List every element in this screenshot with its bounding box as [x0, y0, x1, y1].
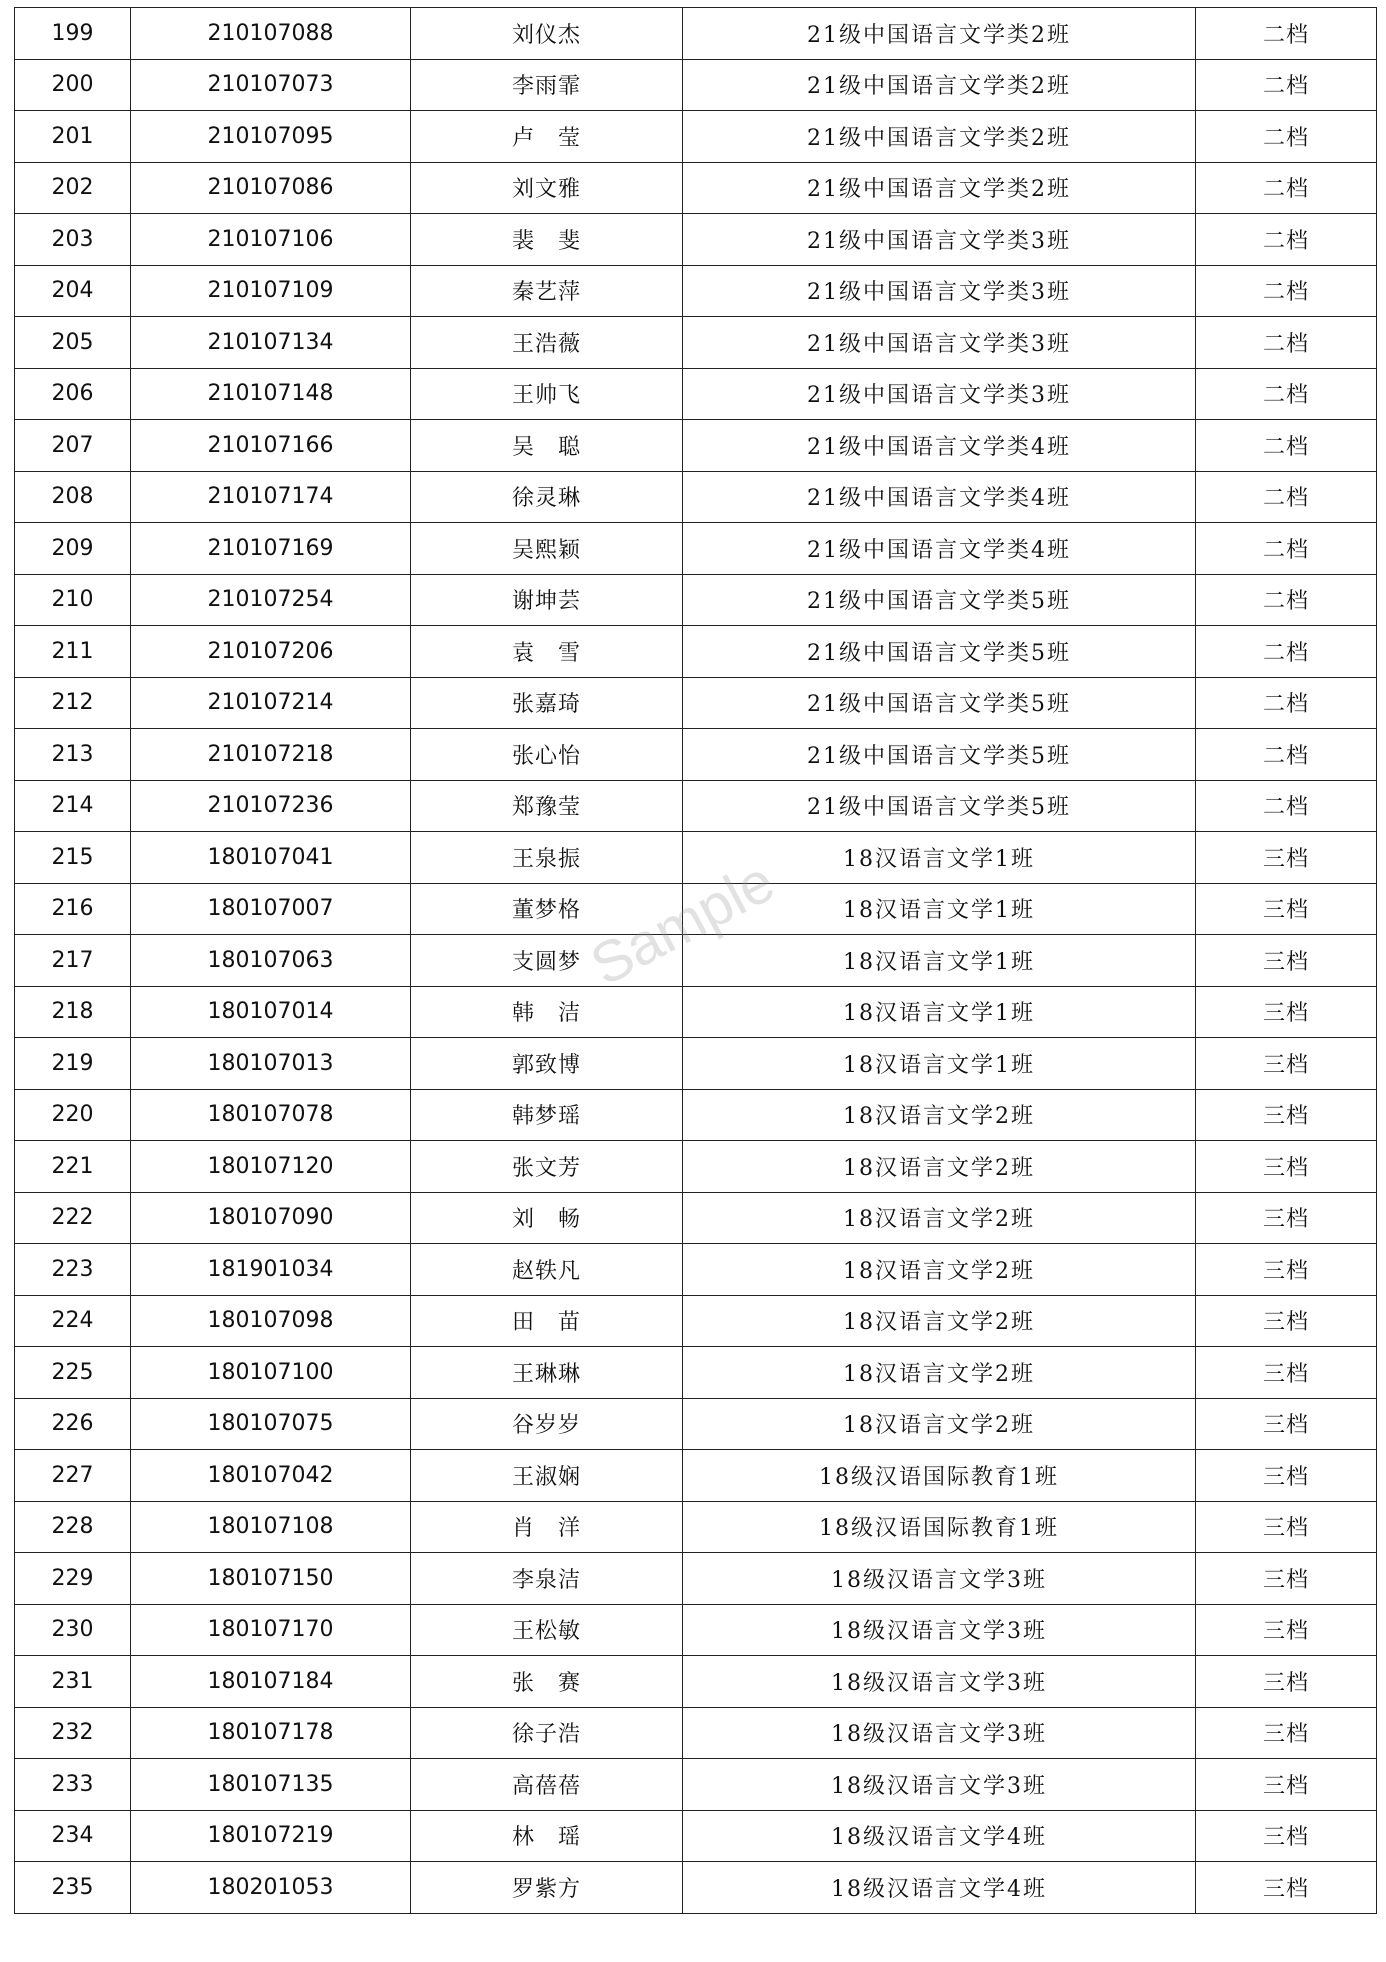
student-name-cell: 赵轶凡 — [411, 1244, 683, 1296]
tier-cell: 三档 — [1196, 1295, 1377, 1347]
tier-cell: 三档 — [1196, 1038, 1377, 1090]
row-number-cell: 226 — [15, 1398, 131, 1450]
table-row — [15, 626, 1377, 678]
row-number-cell: 205 — [15, 317, 131, 369]
tier-cell: 二档 — [1196, 574, 1377, 626]
student-id-cell: 180107090 — [131, 1192, 411, 1244]
student-name-cell: 董梦格 — [411, 883, 683, 935]
class-name-cell: 18级汉语言文学3班 — [683, 1553, 1196, 1605]
student-id-cell: 180107178 — [131, 1707, 411, 1759]
document-page — [14, 7, 1376, 1914]
student-name-cell: 张嘉琦 — [411, 677, 683, 729]
row-number-cell: 215 — [15, 832, 131, 884]
tier-cell: 三档 — [1196, 1501, 1377, 1553]
row-number-cell: 220 — [15, 1089, 131, 1141]
tier-cell: 二档 — [1196, 471, 1377, 523]
student-name-cell: 卢 莹 — [411, 111, 683, 163]
student-name-cell: 刘文雅 — [411, 162, 683, 214]
student-id-cell: 210107206 — [131, 626, 411, 678]
table-row — [15, 1192, 1377, 1244]
row-number-cell: 217 — [15, 935, 131, 987]
row-number-cell: 227 — [15, 1450, 131, 1502]
table-row — [15, 368, 1377, 420]
student-name-cell: 袁 雪 — [411, 626, 683, 678]
tier-cell: 三档 — [1196, 1553, 1377, 1605]
table-row — [15, 111, 1377, 163]
tier-cell: 二档 — [1196, 523, 1377, 575]
class-name-cell: 18汉语言文学2班 — [683, 1295, 1196, 1347]
class-name-cell: 18级汉语言文学4班 — [683, 1810, 1196, 1862]
row-number-cell: 211 — [15, 626, 131, 678]
row-number-cell: 229 — [15, 1553, 131, 1605]
tier-cell: 二档 — [1196, 265, 1377, 317]
class-name-cell: 21级中国语言文学类2班 — [683, 111, 1196, 163]
tier-cell: 二档 — [1196, 780, 1377, 832]
class-name-cell: 18级汉语言文学3班 — [683, 1707, 1196, 1759]
table-row — [15, 1810, 1377, 1862]
tier-cell: 三档 — [1196, 1347, 1377, 1399]
table-row — [15, 883, 1377, 935]
student-id-cell: 210107073 — [131, 59, 411, 111]
student-id-cell: 210107169 — [131, 523, 411, 575]
student-id-cell: 180107170 — [131, 1604, 411, 1656]
row-number-cell: 214 — [15, 780, 131, 832]
class-name-cell: 18级汉语国际教育1班 — [683, 1501, 1196, 1553]
tier-cell: 三档 — [1196, 1141, 1377, 1193]
class-name-cell: 18级汉语言文学4班 — [683, 1862, 1196, 1914]
student-name-cell: 罗紫方 — [411, 1862, 683, 1914]
table-row — [15, 1141, 1377, 1193]
student-name-cell: 王泉振 — [411, 832, 683, 884]
tier-cell: 二档 — [1196, 420, 1377, 472]
class-name-cell: 18汉语言文学2班 — [683, 1141, 1196, 1193]
class-name-cell: 18汉语言文学1班 — [683, 832, 1196, 884]
row-number-cell: 224 — [15, 1295, 131, 1347]
row-number-cell: 203 — [15, 214, 131, 266]
row-number-cell: 232 — [15, 1707, 131, 1759]
student-name-cell: 肖 洋 — [411, 1501, 683, 1553]
row-number-cell: 212 — [15, 677, 131, 729]
tier-cell: 二档 — [1196, 626, 1377, 678]
table-row — [15, 1862, 1377, 1914]
student-id-cell: 180107219 — [131, 1810, 411, 1862]
student-id-cell: 180107075 — [131, 1398, 411, 1450]
row-number-cell: 206 — [15, 368, 131, 420]
class-name-cell: 21级中国语言文学类3班 — [683, 214, 1196, 266]
table-row — [15, 780, 1377, 832]
class-name-cell: 18汉语言文学1班 — [683, 986, 1196, 1038]
table-row — [15, 471, 1377, 523]
row-number-cell: 216 — [15, 883, 131, 935]
student-id-cell: 210107088 — [131, 8, 411, 60]
student-name-cell: 谷岁岁 — [411, 1398, 683, 1450]
row-number-cell: 208 — [15, 471, 131, 523]
student-id-cell: 180107108 — [131, 1501, 411, 1553]
table-row — [15, 265, 1377, 317]
student-name-cell: 徐灵琳 — [411, 471, 683, 523]
table-row — [15, 214, 1377, 266]
row-number-cell: 204 — [15, 265, 131, 317]
class-name-cell: 18级汉语言文学3班 — [683, 1759, 1196, 1811]
student-roster-table — [14, 7, 1377, 1914]
sample-watermark: Sample — [580, 848, 785, 999]
class-name-cell: 18级汉语言文学3班 — [683, 1604, 1196, 1656]
tier-cell: 三档 — [1196, 1089, 1377, 1141]
roster-body — [15, 8, 1377, 1914]
row-number-cell: 235 — [15, 1862, 131, 1914]
student-name-cell: 王琳琳 — [411, 1347, 683, 1399]
table-row — [15, 420, 1377, 472]
table-row — [15, 1604, 1377, 1656]
table-row — [15, 986, 1377, 1038]
class-name-cell: 18汉语言文学2班 — [683, 1244, 1196, 1296]
tier-cell: 三档 — [1196, 1656, 1377, 1708]
student-id-cell: 180107150 — [131, 1553, 411, 1605]
student-id-cell: 180107014 — [131, 986, 411, 1038]
student-id-cell: 180107042 — [131, 1450, 411, 1502]
table-row — [15, 1656, 1377, 1708]
table-row — [15, 1089, 1377, 1141]
tier-cell: 三档 — [1196, 1810, 1377, 1862]
table-row — [15, 8, 1377, 60]
class-name-cell: 21级中国语言文学类3班 — [683, 317, 1196, 369]
student-name-cell: 吴 聪 — [411, 420, 683, 472]
student-name-cell: 谢坤芸 — [411, 574, 683, 626]
row-number-cell: 230 — [15, 1604, 131, 1656]
student-name-cell: 王松敏 — [411, 1604, 683, 1656]
table-row — [15, 1450, 1377, 1502]
tier-cell: 三档 — [1196, 1450, 1377, 1502]
student-name-cell: 李雨霏 — [411, 59, 683, 111]
tier-cell: 三档 — [1196, 935, 1377, 987]
student-name-cell: 裴 斐 — [411, 214, 683, 266]
row-number-cell: 219 — [15, 1038, 131, 1090]
student-id-cell: 210107109 — [131, 265, 411, 317]
student-name-cell: 王淑娴 — [411, 1450, 683, 1502]
student-id-cell: 210107166 — [131, 420, 411, 472]
student-id-cell: 180107120 — [131, 1141, 411, 1193]
tier-cell: 三档 — [1196, 986, 1377, 1038]
class-name-cell: 21级中国语言文学类5班 — [683, 677, 1196, 729]
table-row — [15, 523, 1377, 575]
row-number-cell: 233 — [15, 1759, 131, 1811]
student-name-cell: 郑豫莹 — [411, 780, 683, 832]
class-name-cell: 21级中国语言文学类5班 — [683, 574, 1196, 626]
student-name-cell: 林 瑶 — [411, 1810, 683, 1862]
student-name-cell: 刘仪杰 — [411, 8, 683, 60]
table-row — [15, 729, 1377, 781]
student-name-cell: 张文芳 — [411, 1141, 683, 1193]
table-row — [15, 1553, 1377, 1605]
table-row — [15, 677, 1377, 729]
tier-cell: 三档 — [1196, 1707, 1377, 1759]
student-name-cell: 张心怡 — [411, 729, 683, 781]
student-id-cell: 180107135 — [131, 1759, 411, 1811]
student-id-cell: 180201053 — [131, 1862, 411, 1914]
table-row — [15, 1244, 1377, 1296]
class-name-cell: 21级中国语言文学类3班 — [683, 368, 1196, 420]
student-id-cell: 210107174 — [131, 471, 411, 523]
class-name-cell: 18汉语言文学2班 — [683, 1398, 1196, 1450]
table-row — [15, 1295, 1377, 1347]
student-id-cell: 210107218 — [131, 729, 411, 781]
student-id-cell: 210107086 — [131, 162, 411, 214]
tier-cell: 二档 — [1196, 162, 1377, 214]
student-name-cell: 秦艺萍 — [411, 265, 683, 317]
table-row — [15, 1398, 1377, 1450]
student-name-cell: 韩梦瑶 — [411, 1089, 683, 1141]
table-row — [15, 1038, 1377, 1090]
student-id-cell: 210107148 — [131, 368, 411, 420]
row-number-cell: 200 — [15, 59, 131, 111]
tier-cell: 二档 — [1196, 368, 1377, 420]
tier-cell: 三档 — [1196, 1604, 1377, 1656]
student-name-cell: 张 赛 — [411, 1656, 683, 1708]
tier-cell: 二档 — [1196, 111, 1377, 163]
student-name-cell: 郭致博 — [411, 1038, 683, 1090]
student-id-cell: 180107063 — [131, 935, 411, 987]
class-name-cell: 21级中国语言文学类2班 — [683, 8, 1196, 60]
class-name-cell: 18汉语言文学1班 — [683, 883, 1196, 935]
table-row — [15, 1347, 1377, 1399]
tier-cell: 三档 — [1196, 1192, 1377, 1244]
tier-cell: 二档 — [1196, 729, 1377, 781]
row-number-cell: 202 — [15, 162, 131, 214]
table-row — [15, 1759, 1377, 1811]
tier-cell: 三档 — [1196, 1244, 1377, 1296]
class-name-cell: 21级中国语言文学类4班 — [683, 523, 1196, 575]
row-number-cell: 222 — [15, 1192, 131, 1244]
class-name-cell: 21级中国语言文学类3班 — [683, 265, 1196, 317]
row-number-cell: 231 — [15, 1656, 131, 1708]
row-number-cell: 221 — [15, 1141, 131, 1193]
student-id-cell: 210107106 — [131, 214, 411, 266]
tier-cell: 三档 — [1196, 1759, 1377, 1811]
class-name-cell: 21级中国语言文学类5班 — [683, 729, 1196, 781]
student-name-cell: 支圆梦 — [411, 935, 683, 987]
class-name-cell: 21级中国语言文学类2班 — [683, 59, 1196, 111]
tier-cell: 二档 — [1196, 8, 1377, 60]
student-id-cell: 180107098 — [131, 1295, 411, 1347]
student-name-cell: 王浩薇 — [411, 317, 683, 369]
row-number-cell: 209 — [15, 523, 131, 575]
class-name-cell: 18级汉语国际教育1班 — [683, 1450, 1196, 1502]
class-name-cell: 18汉语言文学2班 — [683, 1089, 1196, 1141]
tier-cell: 二档 — [1196, 214, 1377, 266]
student-id-cell: 180107013 — [131, 1038, 411, 1090]
table-row — [15, 574, 1377, 626]
row-number-cell: 199 — [15, 8, 131, 60]
class-name-cell: 21级中国语言文学类5班 — [683, 780, 1196, 832]
table-row — [15, 1501, 1377, 1553]
student-id-cell: 210107236 — [131, 780, 411, 832]
class-name-cell: 21级中国语言文学类2班 — [683, 162, 1196, 214]
student-name-cell: 徐子浩 — [411, 1707, 683, 1759]
class-name-cell: 21级中国语言文学类4班 — [683, 420, 1196, 472]
row-number-cell: 223 — [15, 1244, 131, 1296]
student-name-cell: 韩 洁 — [411, 986, 683, 1038]
row-number-cell: 225 — [15, 1347, 131, 1399]
row-number-cell: 207 — [15, 420, 131, 472]
student-name-cell: 吴熙颖 — [411, 523, 683, 575]
student-id-cell: 210107214 — [131, 677, 411, 729]
tier-cell: 三档 — [1196, 832, 1377, 884]
row-number-cell: 210 — [15, 574, 131, 626]
student-id-cell: 210107095 — [131, 111, 411, 163]
table-row — [15, 1707, 1377, 1759]
tier-cell: 三档 — [1196, 883, 1377, 935]
student-name-cell: 田 苗 — [411, 1295, 683, 1347]
student-id-cell: 210107254 — [131, 574, 411, 626]
student-name-cell: 王帅飞 — [411, 368, 683, 420]
class-name-cell: 21级中国语言文学类5班 — [683, 626, 1196, 678]
tier-cell: 三档 — [1196, 1398, 1377, 1450]
table-row — [15, 317, 1377, 369]
row-number-cell: 218 — [15, 986, 131, 1038]
class-name-cell: 18汉语言文学2班 — [683, 1192, 1196, 1244]
student-id-cell: 180107184 — [131, 1656, 411, 1708]
row-number-cell: 201 — [15, 111, 131, 163]
tier-cell: 二档 — [1196, 59, 1377, 111]
class-name-cell: 18汉语言文学1班 — [683, 935, 1196, 987]
table-row — [15, 162, 1377, 214]
student-id-cell: 180107041 — [131, 832, 411, 884]
student-id-cell: 180107007 — [131, 883, 411, 935]
student-id-cell: 210107134 — [131, 317, 411, 369]
row-number-cell: 213 — [15, 729, 131, 781]
table-row — [15, 832, 1377, 884]
student-id-cell: 180107078 — [131, 1089, 411, 1141]
row-number-cell: 234 — [15, 1810, 131, 1862]
table-row — [15, 59, 1377, 111]
tier-cell: 二档 — [1196, 317, 1377, 369]
student-name-cell: 李泉洁 — [411, 1553, 683, 1605]
class-name-cell: 18汉语言文学2班 — [683, 1347, 1196, 1399]
student-name-cell: 刘 畅 — [411, 1192, 683, 1244]
class-name-cell: 18汉语言文学1班 — [683, 1038, 1196, 1090]
class-name-cell: 18级汉语言文学3班 — [683, 1656, 1196, 1708]
class-name-cell: 21级中国语言文学类4班 — [683, 471, 1196, 523]
table-row — [15, 935, 1377, 987]
student-id-cell: 180107100 — [131, 1347, 411, 1399]
tier-cell: 二档 — [1196, 677, 1377, 729]
row-number-cell: 228 — [15, 1501, 131, 1553]
student-name-cell: 高蓓蓓 — [411, 1759, 683, 1811]
student-id-cell: 181901034 — [131, 1244, 411, 1296]
tier-cell: 三档 — [1196, 1862, 1377, 1914]
